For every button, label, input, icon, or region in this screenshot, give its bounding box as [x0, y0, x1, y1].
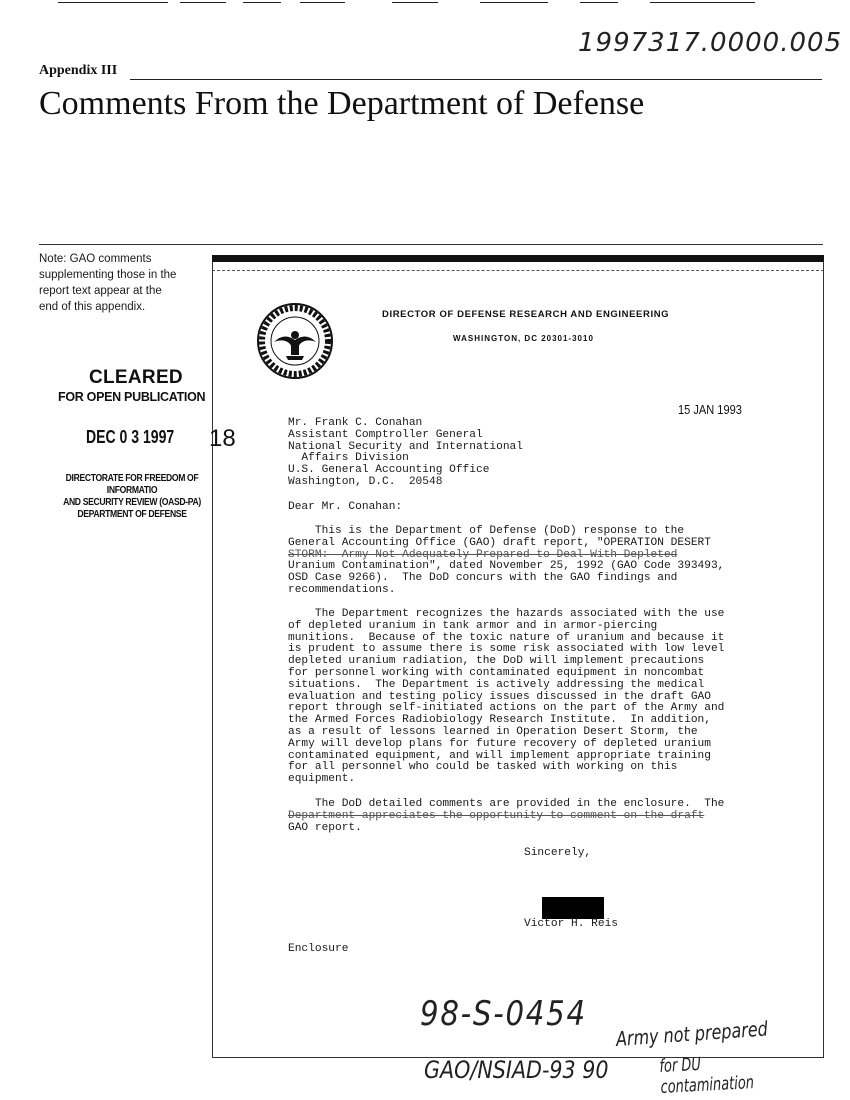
signature-redaction	[542, 897, 604, 919]
page-title: Comments From the Department of Defense	[39, 85, 645, 122]
paragraph-line: General Accounting Office (GAO) draft report, "OPERATION DESERT	[288, 536, 711, 549]
side-note	[39, 251, 176, 315]
letter-right-border	[823, 262, 824, 1058]
letter-left-border	[212, 262, 213, 1058]
recipient-line: Mr. Frank C. Conahan	[288, 417, 423, 429]
recipient-line: Affairs Division	[288, 452, 409, 465]
stamp-directorate	[41, 473, 223, 521]
paragraph-line: the Armed Forces Radiobiology Research Institute. In addition,	[288, 714, 711, 727]
scan-mark	[243, 2, 281, 3]
paragraph-line: depleted uranium radiation, the DoD will implement precautions	[288, 655, 705, 668]
paragraph-line: of depleted uranium in tank armor and in armor-piercing	[288, 619, 658, 632]
paragraph-line: The DoD detailed comments are provided in the enclosure. The	[288, 798, 725, 810]
handwritten-note-line-2: for DU contamination	[658, 1053, 755, 1098]
recipient-line: National Security and International	[288, 440, 523, 453]
header-rule	[130, 79, 822, 80]
side-note-line: report text appear at the	[39, 285, 162, 297]
paragraph-line: munitions. Because of the toxic nature of uranium and because it	[288, 631, 725, 644]
dod-seal-icon	[256, 302, 334, 380]
side-note-line: end of this appendix.	[39, 301, 146, 313]
handwritten-report-number: GAO/NSIAD-93 90	[424, 1056, 609, 1084]
scan-mark	[580, 2, 618, 3]
paragraph-line: report through self-initiated actions on the part of the Army and	[288, 702, 725, 715]
stamp-directorate-line: DEPARTMENT OF DEFENSE	[77, 509, 187, 520]
paragraph-line: as a result of lessons learned in Operation Desert Storm, the	[288, 725, 698, 738]
recipient-line: U.S. General Accounting Office	[288, 464, 490, 477]
scan-mark	[180, 2, 226, 3]
recipient-address	[288, 418, 523, 489]
scan-mark	[480, 2, 548, 3]
recipient-line: Assistant Comptroller General	[288, 428, 483, 441]
scan-mark	[300, 2, 345, 3]
scan-mark	[392, 2, 438, 3]
paragraph-line: evaluation and testing policy issues discussed in the draft GAO	[288, 690, 711, 703]
letterhead-address: WASHINGTON, DC 20301-3010	[453, 334, 594, 343]
paragraph-line: The Department recognizes the hazards associated with the use	[288, 608, 725, 620]
paragraph-line: situations. The Department is actively addressing the medical	[288, 678, 705, 691]
handwritten-note-line-1: Army not prepared	[615, 1016, 769, 1051]
stamp-directorate-line: AND SECURITY REVIEW (OASD-PA)	[63, 497, 201, 508]
letter-date: 15 JAN 1993	[678, 402, 742, 417]
note-rule	[39, 244, 823, 245]
closing: Sincerely,	[524, 847, 592, 859]
side-note-line: supplementing those in the	[39, 269, 177, 281]
paragraph-line: GAO report.	[288, 821, 362, 834]
stamp-directorate-line: DIRECTORATE FOR FREEDOM OF INFORMATIO	[65, 473, 199, 496]
scan-mark	[650, 2, 755, 3]
letter-top-bar	[212, 255, 824, 262]
paragraph-line: for all personnel who could be tasked with working on this	[288, 761, 678, 774]
paragraph-line: is prudent to assume there is some risk associated with low level	[288, 643, 725, 656]
letter-top-dashline	[212, 270, 824, 271]
stamp-cleared: CLEARED	[89, 367, 183, 388]
paragraph-line-struck: STORM: Army Not Adequately Prepared to Deal With Depleted	[288, 548, 678, 561]
stamp-date: DEC 0 3 1997	[86, 427, 175, 447]
letter-paragraph-1	[288, 526, 724, 597]
salutation: Dear Mr. Conahan:	[288, 501, 403, 513]
scan-mark	[58, 2, 168, 3]
handwritten-doc-number: 1997317.0000.005	[578, 28, 843, 58]
paragraph-line: for personnel working with contaminated equipment in noncombat	[288, 666, 705, 679]
stamp-for-open-publication: FOR OPEN PUBLICATION	[58, 390, 206, 404]
letter-paragraph-2	[288, 609, 724, 786]
paragraph-line-struck: Department appreciates the opportunity to comment on the draft	[288, 809, 705, 822]
handwritten-case-number: 98-S-0454	[420, 994, 587, 1034]
side-note-line: Note: GAO comments	[39, 253, 152, 265]
paragraph-line: Army will develop plans for future recovery of depleted uranium	[288, 737, 711, 750]
paragraph-line: recommendations.	[288, 583, 396, 596]
recipient-line: Washington, D.C. 20548	[288, 475, 443, 488]
paragraph-line: OSD Case 9266). The DoD concurs with the GAO findings and	[288, 572, 678, 585]
appendix-label: Appendix III	[39, 63, 118, 78]
paragraph-line: contaminated equipment, and will implement appropriate training	[288, 749, 711, 762]
letterhead-office: DIRECTOR OF DEFENSE RESEARCH AND ENGINEERING	[382, 309, 670, 320]
paragraph-line: equipment.	[288, 773, 356, 786]
enclosure-label: Enclosure	[288, 943, 349, 955]
paragraph-line: This is the Department of Defense (DoD) response to the	[288, 525, 685, 537]
signer-name: Victor H. Reis	[524, 918, 618, 930]
stamp-date-suffix: 18	[209, 425, 236, 452]
letter-paragraph-3	[288, 799, 724, 834]
paragraph-line: Uranium Contamination", dated November 25, 1992 (GAO Code 393493,	[288, 560, 725, 573]
